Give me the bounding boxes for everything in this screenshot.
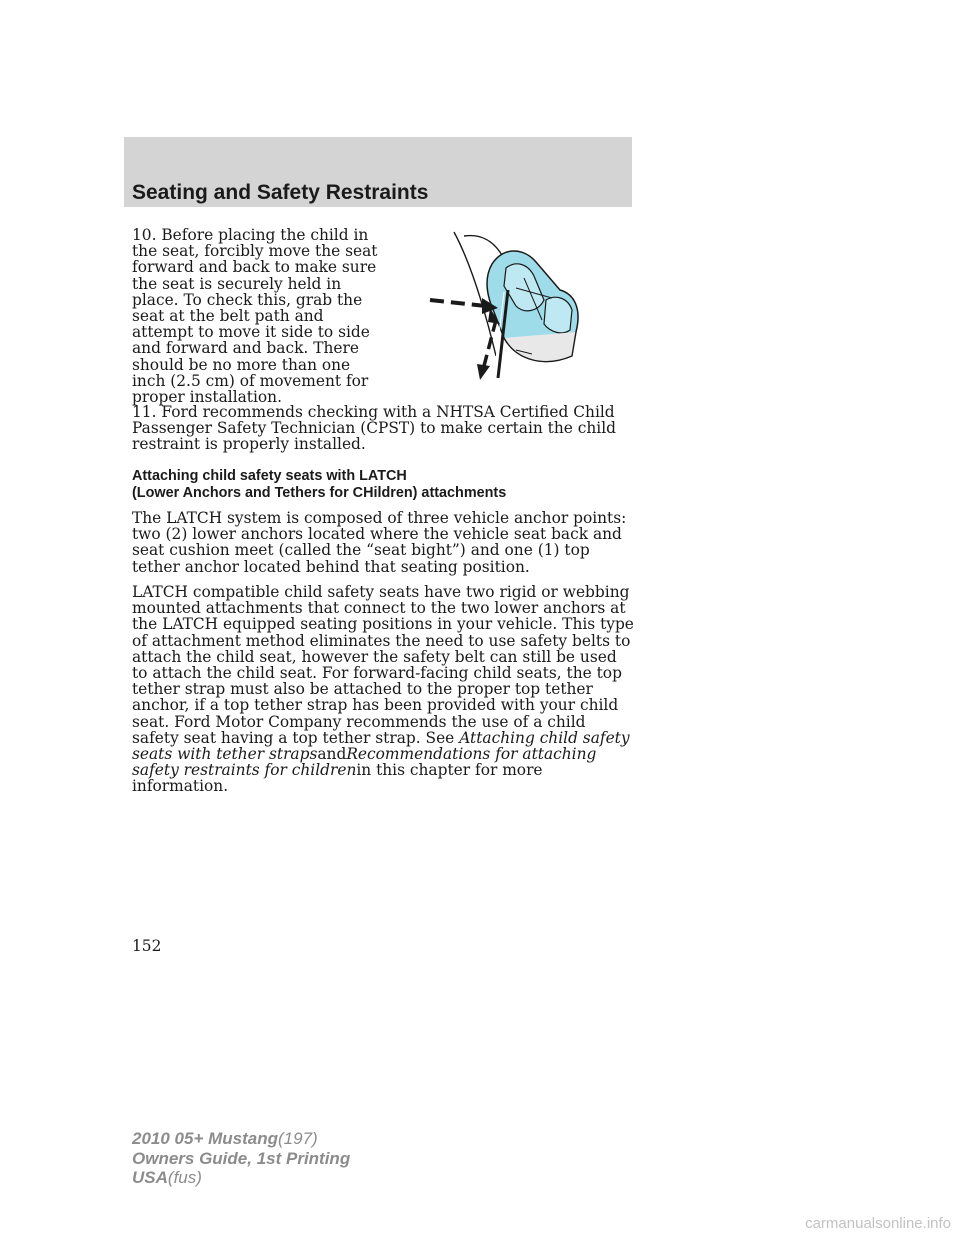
page-number: 152 bbox=[132, 937, 162, 955]
footer-printing: Owners Guide, 1st Printing bbox=[132, 1148, 351, 1168]
footer-model: 2010 05+ Mustang bbox=[132, 1129, 278, 1148]
watermark: carmanualsonline.info bbox=[805, 1215, 951, 1232]
latch-section-heading bbox=[132, 468, 632, 501]
step-11-text: 11. Ford recommends checking with a NHTSA Certified Child Passenger Safety Technician (CPST) to make certain the child restraint is properly installed. bbox=[132, 403, 617, 454]
reference-recommendations: Recommendations for attaching safety restraints for children bbox=[132, 745, 597, 780]
para2-end: in this chapter for more information. bbox=[132, 761, 543, 796]
section-title: Seating and Safety Restraints bbox=[132, 181, 429, 204]
footer-model-code: (197) bbox=[278, 1129, 318, 1148]
reference-tether-straps: Attaching child safety seats with tether straps bbox=[132, 728, 630, 764]
footer-region-code: (fus) bbox=[167, 1168, 202, 1187]
heading-line-2: (Lower Anchors and Tethers for CHildren) attachments bbox=[132, 484, 507, 501]
para2-and: and bbox=[317, 745, 347, 764]
latch-paragraph-1: The LATCH system is composed of three vehicle anchor points: two (2) lower anchors located where the vehicle seat back and seat cushion meet (called the “seat bight”) and one (1) top tether anchor located behind that seating position. bbox=[132, 509, 627, 576]
heading-line-1: Attaching child safety seats with LATCH bbox=[132, 468, 407, 484]
document-footer bbox=[132, 1129, 350, 1188]
para2-text: LATCH compatible child safety seats have two rigid or webbing mounted attachments that connect to the two lower anchors at the LATCH equipped seating positions in your vehicle. This type of attachment method eliminates the need to use safety belts to attach the child seat, however the safety belt can still be used to attach the child seat. For forward-facing child seats, the top tether strap must also be attached to the proper top tether anchor, if a top tether strap has been provided with your child seat. Ford Motor Company recommends the use of a child safety seat having a top tether strap. See bbox=[132, 583, 634, 747]
latch-paragraph-2 bbox=[132, 584, 637, 795]
step-10-text: 10. Before placing the child in the seat, forcibly move the seat forward and back to make sure the seat is securely held in place. To check this, grab the seat at the belt path and attempt to move it side to side and forward and back. There should be no more than one inch (2.5 cm) of movement for proper installation. bbox=[132, 226, 378, 407]
footer-region: USA bbox=[132, 1168, 168, 1187]
child-seat-movement-check-illustration bbox=[420, 228, 592, 388]
